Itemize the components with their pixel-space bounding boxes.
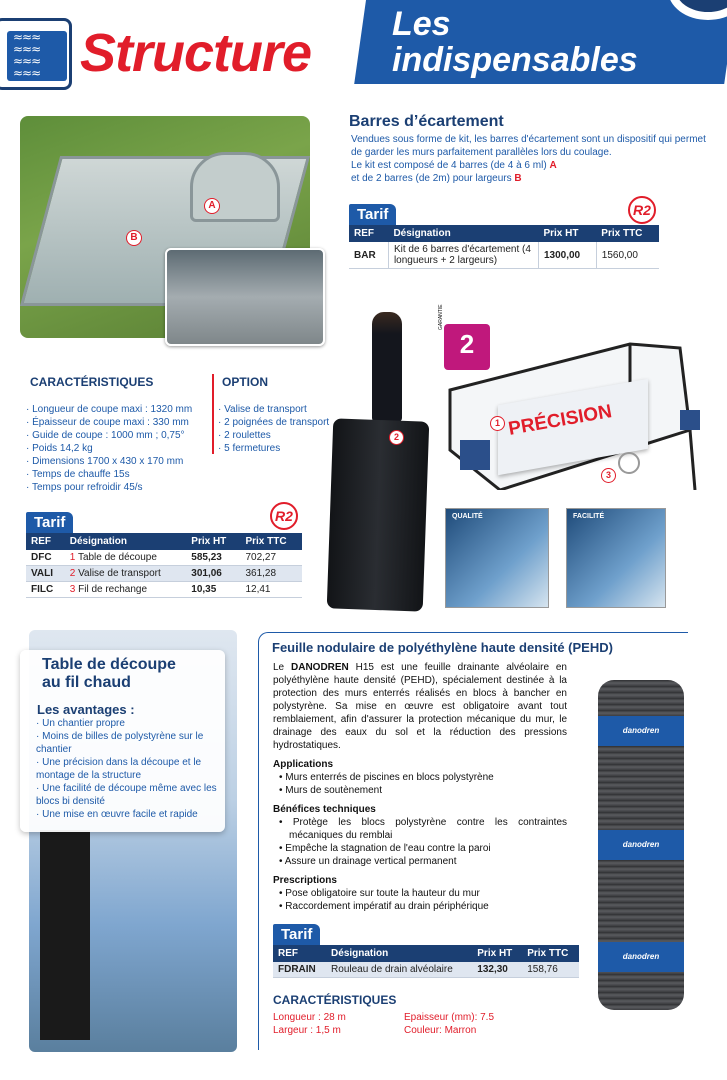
barres-letter-b: B [514,173,522,184]
list-item: · Une facilité de découpe même avec les blocs bi densité [36,782,221,808]
th-prix-ttc: Prix TTC [596,225,659,242]
avantages-title: Les avantages : [37,702,135,717]
list-item: • Assure un drainage vertical permanent [279,855,567,868]
tarif-label: Tarif [26,512,73,533]
guarantee-badge [444,324,490,370]
pehd-title: Feuille nodulaire de polyéthylène haute densité (PEHD) [272,640,613,655]
barres-description [351,133,711,185]
pehd-intro: Le DANODREN H15 est une feuille drainante alvéolaire en polyéthylène haute densité (PEHD), spécialement destinée à la protection des murs enterrés réalisés en blocs à bancher en polystyrène. Sa mise en œuvre est obligatoire avant tout remblaiement, afin d'assurer la protection mécanique du mur, le drainage des eaux du sol et la réduction des pressions hydrostatiques. [273,662,567,751]
ease-photo [566,508,666,608]
list-item: • Empêche la stagnation de l'eau contre la paroi [279,842,567,855]
list-item: • Protège les blocs polystyrène contre les contraintes mécaniques du remblai [279,816,567,842]
barres-title: Barres d’écartement [349,113,504,130]
barres-desc-3: et de 2 barres (de 2m) pour largeurs [351,173,512,184]
list-item: · Dimensions 1700 x 430 x 170 mm [26,455,192,468]
precision-label: PRÉCISION [506,401,614,440]
list-item: · 2 roulettes [218,429,329,442]
tarif-decoupe-table [26,533,302,598]
list-item: · Guide de coupe : 1000 mm ; 0,75° [26,429,192,442]
quality-label: QUALITÉ [452,513,483,520]
banner-line-2: indispensables [392,41,638,79]
barres-letter-a: A [549,160,557,171]
marker-1: 1 [490,416,505,431]
caracteristiques-list [26,403,192,494]
barres-desc-1: Vendues sous forme de kit, les barres d'écartement sont un dispositif qui permet de garder les murs parfaitement parallèles lors du coulage. [351,134,706,158]
decoupe-title: Table de découpe au fil chaud [42,656,176,691]
tag-b: B [126,230,142,246]
th-prix-ttc: Prix TTC [240,533,302,550]
pehd-longueur: Longueur : 28 m [273,1012,346,1023]
marker-2: 2 [389,430,404,445]
person-image [372,312,402,422]
option-title: OPTION [222,375,269,389]
pehd-carac-title: CARACTÉRISTIQUES [273,993,397,1007]
tarif-label: Tarif [349,204,396,225]
list-item: · Une précision dans la découpe et le montage de la structure [36,756,221,782]
table-row: DFC 1 Table de découpe 585,23 702,27 [26,550,302,566]
prescriptions-title: Prescriptions [273,875,337,886]
th-prix-ht: Prix HT [538,225,596,242]
quality-photo [445,508,549,608]
pehd-largeur: Largeur : 1,5 m [273,1025,341,1036]
table-row: VALI 2 Valise de transport 301,06 361,28 [26,566,302,582]
divider [212,374,214,454]
pehd-body [273,661,567,913]
tarif-pehd [273,924,579,978]
banner-line-1: Les [392,5,451,43]
list-item: · Temps de chauffe 15s [26,468,192,481]
machine-frame [40,830,90,1040]
applications-title: Applications [273,759,334,770]
table-row: FILC 3 Fil de rechange 10,35 12,41 [26,582,302,598]
applications-list [273,771,567,797]
page-title: Structure [80,23,312,83]
wire-coil-icon [618,452,640,474]
drain-roll-image: danodren danodren danodren [598,680,684,1010]
list-item: • Pose obligatoire sur toute la hauteur du mur [279,887,567,900]
guarantee-top-label: GARANTIE [438,304,444,330]
benefices-title: Bénéfices techniques [273,804,376,815]
list-item: · Épaisseur de coupe maxi : 330 mm [26,416,192,429]
list-item: · 5 fermetures [218,442,329,455]
list-item: · Longueur de coupe maxi : 1320 mm [26,403,192,416]
avantages-list [36,717,221,821]
th-prix-ht: Prix HT [186,533,240,550]
list-item: • Raccordement impératif au drain périphérique [279,900,567,913]
th-ref: REF [26,533,65,550]
list-item: · Poids 14,2 kg [26,442,192,455]
marker-3: 3 [601,468,616,483]
table-row: BAR Kit de 6 barres d'écartement (4 longueurs + 2 largeurs) 1300,00 1560,00 [349,242,659,269]
pehd-couleur: Couleur: Marron [404,1025,477,1036]
tarif-decoupe [26,512,302,598]
th-designation: Désignation [65,533,187,550]
r2-logo-icon: R2 [628,196,656,224]
roll-label: danodren [622,726,660,735]
spacer-bar-detail-image [165,248,325,346]
th-prix-ttc: Prix TTC [522,945,579,962]
option-list [218,403,329,455]
table-row: FDRAIN Rouleau de drain alvéolaire 132,30 158,76 [273,962,579,978]
barres-desc-2: Le kit est composé de 4 barres (de 4 à 6 ml) [351,160,547,171]
tarif-pehd-table [273,945,579,978]
brand-logo [0,18,72,90]
r2-logo-icon: R2 [270,502,298,530]
list-item: · Temps pour refroidir 45/s [26,481,192,494]
caracteristiques-title: CARACTÉRISTIQUES [30,375,154,389]
guarantee-years: 2 [459,329,475,359]
list-item: · Moins de billes de polystyrène sur le chantier [36,730,221,756]
list-item: · Valise de transport [218,403,329,416]
th-ref: REF [349,225,388,242]
tag-a: A [204,198,220,214]
tarif-barres [349,204,659,269]
list-item: · 2 poignées de transport [218,416,329,429]
list-item: • Murs enterrés de piscines en blocs polystyrène [279,771,567,784]
banner-title [392,6,638,78]
list-item: • Murs de soutènement [279,784,567,797]
th-designation: Désignation [388,225,538,242]
list-item: · Un chantier propre [36,717,221,730]
th-designation: Désignation [326,945,472,962]
waves-icon: ≈≈≈ ≈≈≈ ≈≈≈ ≈≈≈ [7,31,67,81]
tarif-label: Tarif [273,924,320,945]
th-prix-ht: Prix HT [472,945,522,962]
ease-label: FACILITÉ [573,513,605,520]
pehd-epaisseur: Epaisseur (mm): 7.5 [404,1012,495,1023]
benefices-list [273,816,567,868]
tarif-barres-table [349,225,659,269]
list-item: · Une mise en œuvre facile et rapide [36,808,221,821]
th-ref: REF [273,945,326,962]
transport-case-image [327,418,430,611]
prescriptions-list [273,887,567,913]
